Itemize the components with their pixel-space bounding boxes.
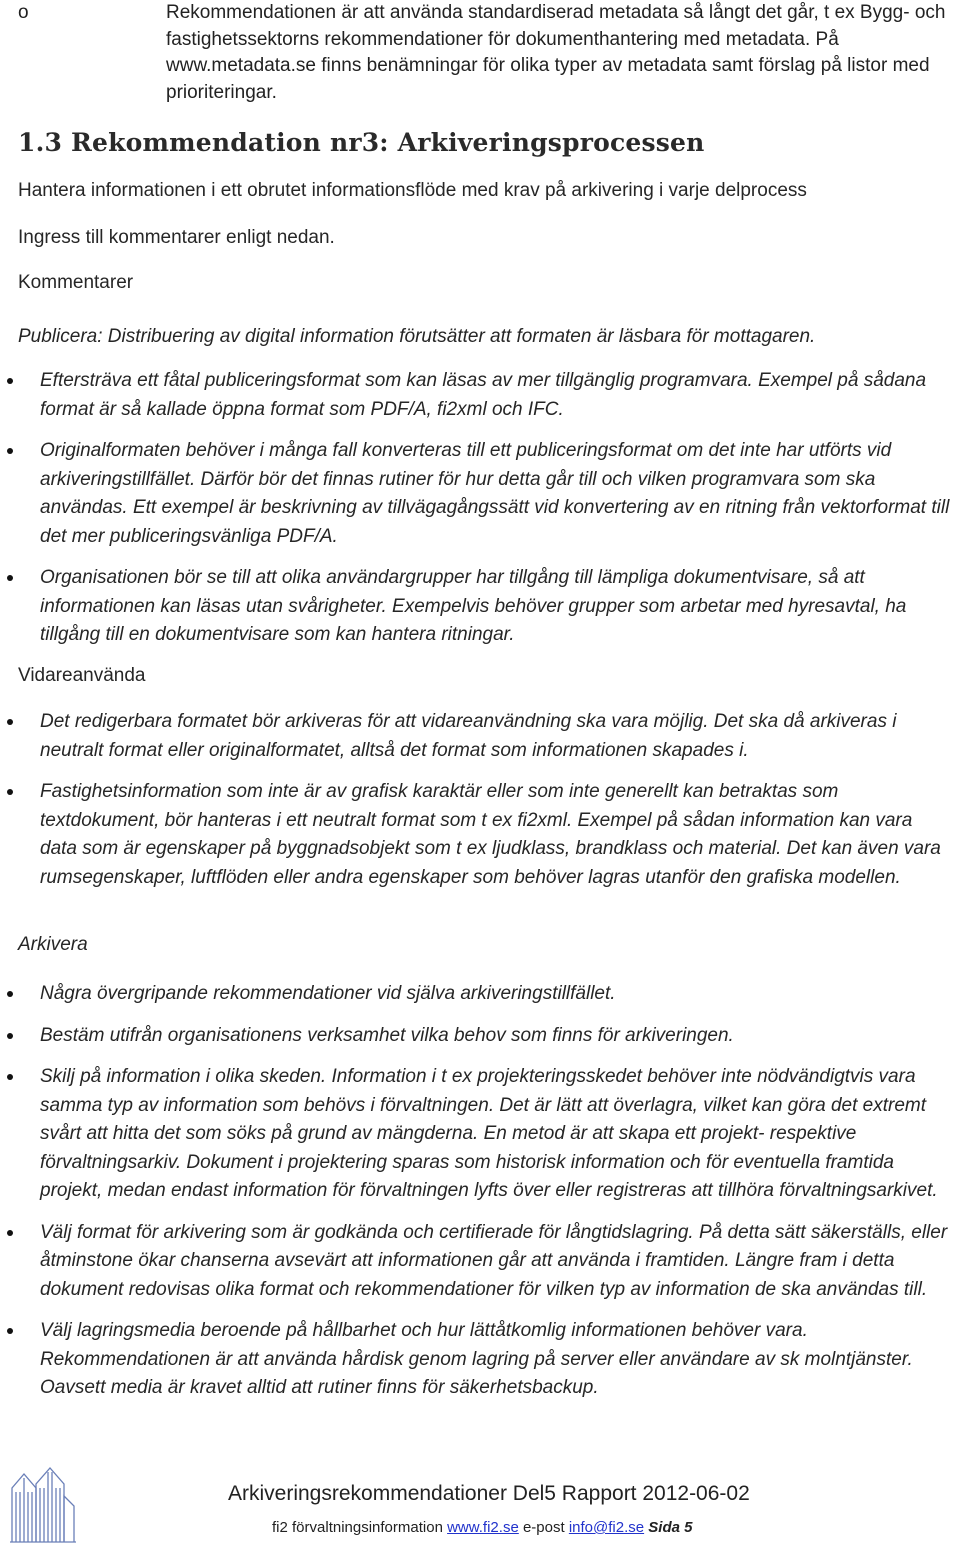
sub-bullet-marker: o [18, 2, 29, 23]
fi2-house-logo-icon [8, 1462, 78, 1544]
list-item: Skilj på information i olika skeden. Information i t ex projekteringsskedet behöver inte nödvändigtvis vara samma typ av information som behövs i förvaltningen. Det är lätt att överlagra, vilket kan göra det extremt svårt att hitta det som söks på grund av mängderna. En metod är att skapa ett projekt- respektive förvaltningsarkiv. Dokument i projektering sparas som historisk information och för eventuella framtida projekt, medan endast information för förvaltningen lyfts över eller registreras att tillhöra förvaltningsarkivet. [0, 1063, 960, 1206]
list-item: Välj format för arkivering som är godkända och certifierade för långtidslagring. På detta sätt säkerställs, eller åtminstone ökar chanserna avsevärt att informationen går att använda i framtiden. Längre fram i detta dokument redovisas olika format och rekommendationer för vilken typ av information de ska användas till. [0, 1219, 960, 1305]
bullet-dot-icon [7, 719, 13, 725]
kommentarer-label: Kommentarer [18, 272, 134, 293]
bullet-dot-icon [7, 378, 13, 384]
bullet-dot-icon [7, 991, 13, 997]
publicera-list [0, 367, 960, 663]
bullet-dot-icon [7, 1074, 13, 1080]
bullet-dot-icon [7, 1328, 13, 1334]
bullet-dot-icon [7, 1230, 13, 1236]
bullet-dot-icon [7, 1033, 13, 1039]
bullet-dot-icon [7, 448, 13, 454]
vidareanvanda-label: Vidareanvända [18, 665, 146, 686]
bullet-dot-icon [7, 789, 13, 795]
intro-paragraph: Rekommendationen är att använda standardiserad metadata så långt det går, t ex Bygg- och fastighetssektorns rekommendationer för dokumenthantering med metadata. På www.metadata.se finns benämningar för olika typer av metadata samt förslag på listor med prioriteringar. [166, 2, 946, 103]
vidare-list [0, 708, 960, 905]
publicera-intro: Publicera: Distribuering av digital information förutsätter att formaten är läsbara för mottagaren. [18, 326, 816, 347]
list-item: Organisationen bör se till att olika användargrupper har tillgång till lämpliga dokumentvisare, så att informationen kan läsas utan svårigheter. Exempelvis behöver grupper som arbetar med hyresavtal, ha tillgång till en dokumentvisare som kan hantera ritningar. [0, 564, 960, 650]
section-heading: 1.3 Rekommendation nr3: Arkiveringsprocessen [18, 128, 705, 157]
footer-email-label: e-post [522, 1519, 565, 1536]
lead-paragraph: Hantera informationen i ett obrutet informationsflöde med krav på arkivering i varje delprocess [18, 180, 807, 201]
footer-title: Arkiveringsrekommendationer Del5 Rapport 2012-06-02 [228, 1482, 750, 1505]
footer-web-link[interactable]: www.fi2.se [447, 1519, 519, 1536]
list-item: Välj lagringsmedia beroende på hållbarhet och hur lättåtkomlig informationen behöver vara. Rekommendationen är att använda hårdisk genom lagring på server eller användare av sk molntjänster. Oavsett media är kravet alltid att rutiner finns för säkerhetsbackup. [0, 1317, 960, 1403]
page-number: Sida 5 [648, 1519, 693, 1536]
footer-contact [272, 1519, 692, 1536]
list-item: Några övergripande rekommendationer vid själva arkiveringstillfället. [0, 980, 960, 1009]
bullet-dot-icon [7, 575, 13, 581]
ingress-paragraph: Ingress till kommentarer enligt nedan. [18, 227, 335, 248]
list-item: Originalformaten behöver i många fall konverteras till ett publiceringsformat om det inte har utförts vid arkiveringstillfället. Därför bör det finnas rutiner för hur detta går till och vilken programvara som ska användas. Ett exempel är beskrivning av tillvägagångssätt vid konvertering av en ritning från vektorformat till det mer publiceringsvänliga PDF/A. [0, 437, 960, 551]
intro-sub-bullet [18, 0, 948, 106]
footer-org: fi2 förvaltningsinformation [272, 1519, 443, 1536]
arkivera-list [0, 980, 960, 1416]
list-item: Fastighetsinformation som inte är av grafisk karaktär eller som inte generellt kan betraktas som textdokument, bör hanteras i ett neutralt format som t ex fi2xml. Exempel på sådan information kan vara data som är egenskaper på byggnadsobjekt som t ex ljudklass, brandklass och material. Det kan även vara rumsegenskaper, luftflöden eller andra egenskaper som behöver lagras utanför den grafiska modellen. [0, 778, 960, 892]
list-item: Bestäm utifrån organisationens verksamhet vilka behov som finns för arkiveringen. [0, 1022, 960, 1051]
list-item: Det redigerbara formatet bör arkiveras för att vidareanvändning ska vara möjlig. Det ska då arkiveras i neutralt format eller originalformatet, alltså det format som informationen skapades i. [0, 708, 960, 765]
arkivera-label: Arkivera [18, 934, 88, 955]
footer-email-link[interactable]: info@fi2.se [568, 1519, 645, 1536]
list-item: Eftersträva ett fåtal publiceringsformat som kan läsas av mer tillgänglig programvara. Exempel på sådana format är så kallade öppna format som PDF/A, fi2xml och IFC. [0, 367, 960, 424]
